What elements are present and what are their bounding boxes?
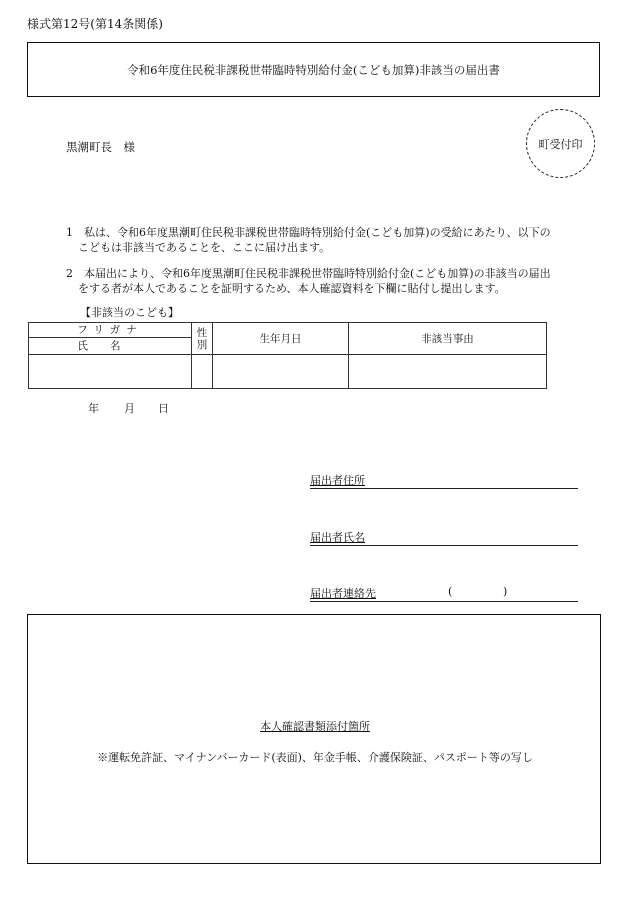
table-header-row bbox=[29, 323, 547, 338]
date-month: 月 bbox=[124, 402, 135, 415]
furigana-header: フリガナ bbox=[29, 323, 192, 338]
stamp-label: 町受付印 bbox=[538, 137, 583, 151]
gender-header-label: 性別 bbox=[196, 326, 208, 351]
gender-header bbox=[192, 323, 213, 355]
table-row bbox=[29, 355, 547, 389]
contact-field[interactable] bbox=[310, 585, 578, 602]
paragraph-2-line1: 本届出により、令和6年度黒潮町住民税非課税世帯臨時特別給付金(こども加算)の非該当の届出 bbox=[84, 267, 551, 280]
paragraph-1-line1: 私は、令和6年度黒潮町住民税非課税世帯臨時特別給付金(こども加算)の受給にあたり、以下の bbox=[84, 226, 551, 239]
reception-stamp-circle bbox=[526, 109, 595, 178]
id-document-box bbox=[27, 614, 601, 864]
addressee: 黒潮町長 様 bbox=[66, 140, 135, 154]
id-section-note: ※運転免許証、マイナンバーカード(表面)、年金手帳、介護保険証、パスポート等の写し bbox=[97, 751, 533, 764]
address-label: 届出者住所 bbox=[310, 474, 365, 487]
date-day: 日 bbox=[158, 402, 169, 415]
contact-paren-open: ( bbox=[448, 585, 453, 598]
reason-cell[interactable] bbox=[349, 355, 547, 389]
section-label: 【非該当のこども】 bbox=[80, 306, 179, 319]
name-header bbox=[29, 338, 192, 355]
paragraph-1-line2: こどもは非該当であることを、ここに届け出ます。 bbox=[78, 241, 331, 254]
name-label: 届出者氏名 bbox=[310, 531, 365, 544]
reason-header: 非該当事由 bbox=[349, 323, 547, 355]
date-line bbox=[88, 400, 169, 416]
name-field[interactable] bbox=[310, 529, 578, 546]
name-cell[interactable] bbox=[29, 355, 192, 389]
name-header-label: 氏名 bbox=[77, 340, 143, 352]
paragraph-1-number: 1 bbox=[66, 226, 73, 239]
form-number: 様式第12号(第14条関係) bbox=[27, 17, 163, 31]
birthdate-cell[interactable] bbox=[213, 355, 349, 389]
paragraph-2-number: 2 bbox=[66, 267, 73, 280]
paragraph-1 bbox=[66, 225, 596, 255]
contact-label: 届出者連絡先 bbox=[310, 587, 376, 600]
document-title: 令和6年度住民税非課税世帯臨時特別給付金(こども加算)非該当の届出書 bbox=[127, 62, 500, 77]
children-table bbox=[28, 322, 547, 389]
id-section-title: 本人確認書類添付箇所 bbox=[260, 720, 370, 733]
paragraph-2-line2: をする者が本人であることを証明するため、本人確認資料を下欄に貼付し提出します。 bbox=[78, 282, 506, 295]
title-box bbox=[27, 42, 600, 97]
paragraph-2 bbox=[66, 266, 596, 296]
birthdate-header: 生年月日 bbox=[213, 323, 349, 355]
date-year: 年 bbox=[88, 402, 99, 415]
gender-cell[interactable] bbox=[192, 355, 213, 389]
contact-paren-close: ) bbox=[503, 585, 508, 598]
address-field[interactable] bbox=[310, 472, 578, 489]
